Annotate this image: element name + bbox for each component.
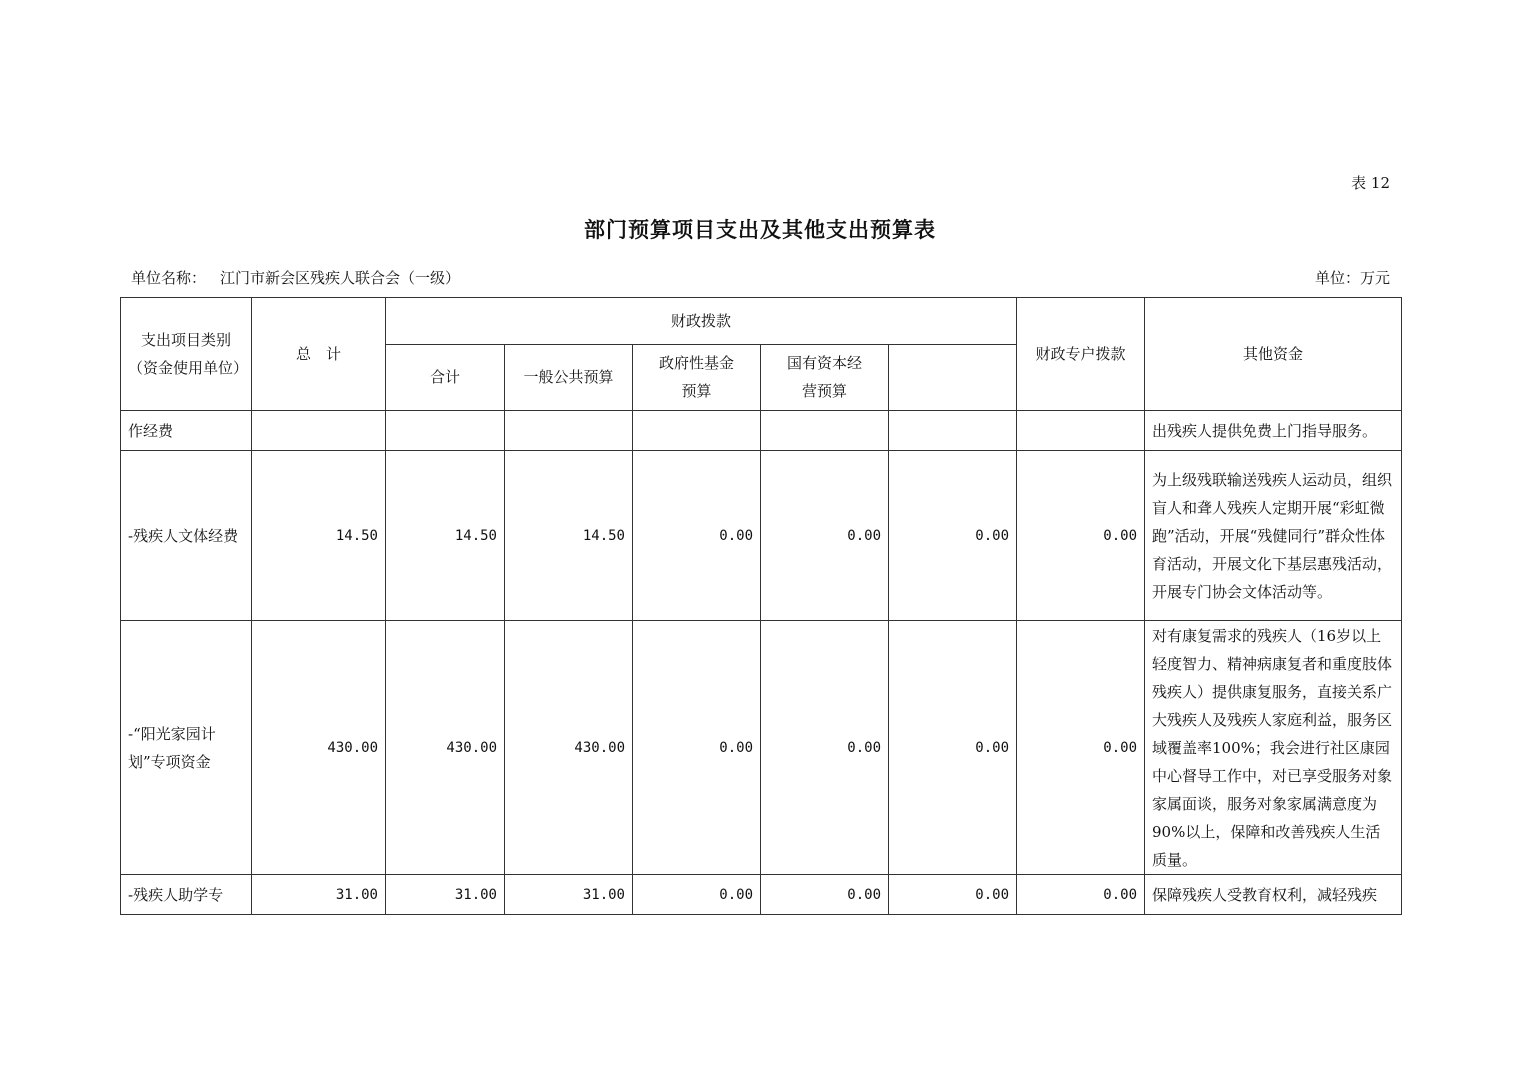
row-other-funds: 0.00 xyxy=(1017,451,1145,621)
row-state-capital xyxy=(761,411,889,451)
row-other-funds xyxy=(1017,411,1145,451)
row-category: 作经费 xyxy=(121,411,252,451)
unit-name-label: 单位名称： xyxy=(131,269,207,287)
row-special-fiscal: 0.00 xyxy=(889,875,1017,915)
row-category: -“阳光家园计划”专项资金 xyxy=(121,621,252,875)
header-state-capital: 国有资本经营预算 xyxy=(761,344,889,410)
row-total: 430.00 xyxy=(252,621,386,875)
row-category: -残疾人助学专 xyxy=(121,875,252,915)
header-fiscal-group: 财政拨款 xyxy=(386,298,1017,345)
header-gov-fund: 政府性基金预算 xyxy=(633,344,761,410)
row-gov-fund: 0.00 xyxy=(633,451,761,621)
table-row xyxy=(121,875,1402,915)
row-other-funds: 0.00 xyxy=(1017,875,1145,915)
row-general-public xyxy=(505,411,633,451)
row-total: 31.00 xyxy=(252,875,386,915)
row-performance: 对有康复需求的残疾人（16岁以上轻度智力、精神病康复者和重度肢体残疾人）提供康复服务，直接关系广大残疾人及残疾人家庭利益，服务区域覆盖率100%；我会进行社区康园中心督导工作中，对已享受服务对象家属面谈，服务对象家属满意度为90%以上，保障和改善残疾人生活质量。 xyxy=(1145,621,1402,875)
row-state-capital: 0.00 xyxy=(761,875,889,915)
header-category: 支出项目类别（资金使用单位） xyxy=(121,298,252,411)
header-subtotal: 合计 xyxy=(386,344,505,410)
currency-unit: 单位：万元 xyxy=(1314,269,1390,287)
unit-name-line xyxy=(131,267,460,288)
header-other-funds: 其他资金 xyxy=(1145,298,1402,411)
header-special-fiscal: 财政专户拨款 xyxy=(1017,298,1145,411)
row-performance: 保障残疾人受教育权利，减轻残疾 xyxy=(1145,875,1402,915)
header-total: 总 计 xyxy=(252,298,386,411)
table-row xyxy=(121,411,1402,451)
row-state-capital: 0.00 xyxy=(761,451,889,621)
table-row xyxy=(121,621,1402,875)
row-gov-fund xyxy=(633,411,761,451)
row-general-public: 31.00 xyxy=(505,875,633,915)
budget-table xyxy=(120,297,1402,915)
row-gov-fund: 0.00 xyxy=(633,621,761,875)
row-special-fiscal: 0.00 xyxy=(889,621,1017,875)
unit-name-value: 江门市新会区残疾人联合会（一级） xyxy=(220,269,461,287)
row-general-public: 14.50 xyxy=(505,451,633,621)
row-general-public: 430.00 xyxy=(505,621,633,875)
row-state-capital: 0.00 xyxy=(761,621,889,875)
row-category: -残疾人文体经费 xyxy=(121,451,252,621)
row-subtotal: 31.00 xyxy=(386,875,505,915)
row-special-fiscal: 0.00 xyxy=(889,451,1017,621)
row-subtotal: 14.50 xyxy=(386,451,505,621)
row-gov-fund: 0.00 xyxy=(633,875,761,915)
row-subtotal xyxy=(386,411,505,451)
table-number: 表 12 xyxy=(1351,174,1390,192)
row-total: 14.50 xyxy=(252,451,386,621)
row-special-fiscal xyxy=(889,411,1017,451)
row-performance: 为上级残联输送残疾人运动员，组织盲人和聋人残疾人定期开展“彩虹微跑”活动，开展“残健同行”群众性体育活动，开展文化下基层惠残活动，开展专门协会文体活动等。 xyxy=(1145,451,1402,621)
row-performance: 出残疾人提供免费上门指导服务。 xyxy=(1145,411,1402,451)
row-subtotal: 430.00 xyxy=(386,621,505,875)
table-row xyxy=(121,451,1402,621)
row-other-funds: 0.00 xyxy=(1017,621,1145,875)
row-total xyxy=(252,411,386,451)
page-title: 部门预算项目支出及其他支出预算表 xyxy=(584,217,936,242)
header-general-public: 一般公共预算 xyxy=(505,344,633,410)
